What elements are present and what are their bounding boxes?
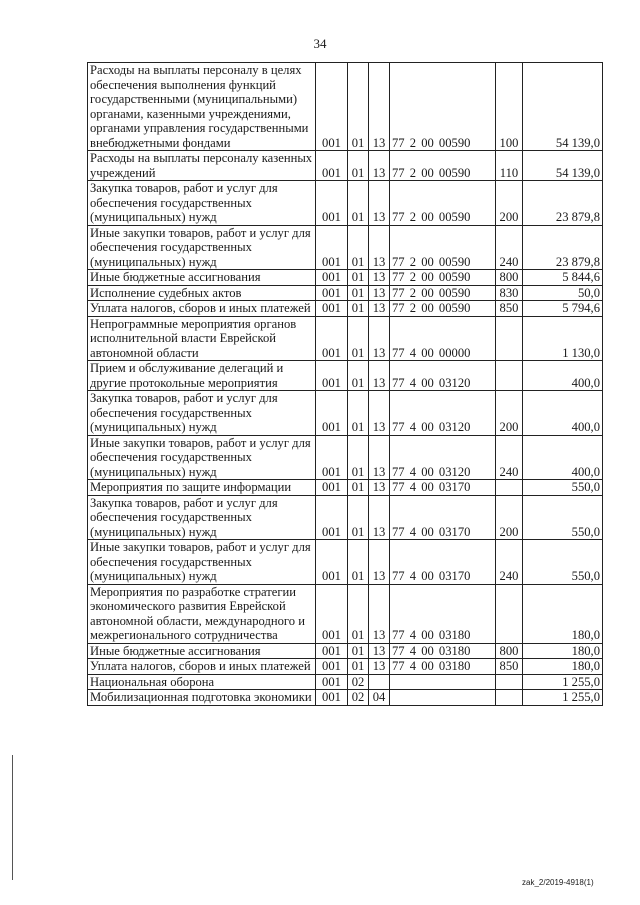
row-section-code: 01 <box>348 63 369 151</box>
row-name: Расходы на выплаты персоналу в целях обеспечения выполнения функций государственными (муниципальными) органами, казенными учреждениями, органами управления государственными внебюджетными фондами <box>88 63 316 151</box>
row-target-article-code: 77 4 00 03120 <box>390 391 496 436</box>
row-subsection-code: 13 <box>369 63 390 151</box>
table-row <box>88 435 603 480</box>
row-name: Иные закупки товаров, работ и услуг для обеспечения государственных (муниципальных) нужд <box>88 225 316 270</box>
row-sum: 400,0 <box>523 391 603 436</box>
row-target-article-code: 77 4 00 03170 <box>390 480 496 496</box>
row-expense-type-code: 240 <box>496 225 523 270</box>
row-expense-type-code: 240 <box>496 540 523 585</box>
table-row <box>88 659 603 675</box>
row-subsection-code: 13 <box>369 301 390 317</box>
row-grbs-code: 001 <box>316 225 348 270</box>
row-section-code: 01 <box>348 391 369 436</box>
row-section-code: 01 <box>348 301 369 317</box>
row-section-code: 01 <box>348 435 369 480</box>
row-grbs-code: 001 <box>316 285 348 301</box>
row-expense-type-code <box>496 316 523 361</box>
row-grbs-code: 001 <box>316 435 348 480</box>
row-grbs-code: 001 <box>316 659 348 675</box>
budget-table <box>87 62 603 706</box>
table-row <box>88 285 603 301</box>
table-row <box>88 584 603 643</box>
row-grbs-code: 001 <box>316 643 348 659</box>
row-expense-type-code: 850 <box>496 301 523 317</box>
row-grbs-code: 001 <box>316 181 348 226</box>
row-section-code: 01 <box>348 540 369 585</box>
row-sum: 400,0 <box>523 435 603 480</box>
row-sum: 550,0 <box>523 540 603 585</box>
row-sum: 180,0 <box>523 584 603 643</box>
row-section-code: 02 <box>348 690 369 706</box>
row-target-article-code: 77 2 00 00590 <box>390 301 496 317</box>
row-expense-type-code: 200 <box>496 391 523 436</box>
row-subsection-code <box>369 674 390 690</box>
row-sum: 5 844,6 <box>523 270 603 286</box>
row-target-article-code: 77 4 00 03180 <box>390 643 496 659</box>
row-expense-type-code: 800 <box>496 643 523 659</box>
row-name: Закупка товаров, работ и услуг для обеспечения государственных (муниципальных) нужд <box>88 391 316 436</box>
row-subsection-code: 13 <box>369 659 390 675</box>
row-sum: 23 879,8 <box>523 181 603 226</box>
row-sum: 1 255,0 <box>523 690 603 706</box>
row-subsection-code: 13 <box>369 181 390 226</box>
table-row <box>88 63 603 151</box>
row-grbs-code: 001 <box>316 480 348 496</box>
row-target-article-code: 77 2 00 00590 <box>390 225 496 270</box>
table-row <box>88 480 603 496</box>
table-row <box>88 270 603 286</box>
row-grbs-code: 001 <box>316 151 348 181</box>
row-target-article-code: 77 2 00 00590 <box>390 151 496 181</box>
page-number: 34 <box>313 36 327 51</box>
row-subsection-code: 13 <box>369 270 390 286</box>
row-grbs-code: 001 <box>316 63 348 151</box>
row-grbs-code: 001 <box>316 674 348 690</box>
row-section-code: 01 <box>348 181 369 226</box>
row-expense-type-code <box>496 584 523 643</box>
row-sum: 1 255,0 <box>523 674 603 690</box>
row-sum: 400,0 <box>523 361 603 391</box>
row-section-code: 01 <box>348 480 369 496</box>
row-name: Непрограммные мероприятия органов исполнительной власти Еврейской автономной области <box>88 316 316 361</box>
row-expense-type-code: 800 <box>496 270 523 286</box>
table-row <box>88 690 603 706</box>
table-row <box>88 361 603 391</box>
row-target-article-code <box>390 674 496 690</box>
row-sum: 5 794,6 <box>523 301 603 317</box>
row-sum: 1 130,0 <box>523 316 603 361</box>
row-sum: 54 139,0 <box>523 151 603 181</box>
table-row <box>88 316 603 361</box>
row-name: Закупка товаров, работ и услуг для обеспечения государственных (муниципальных) нужд <box>88 495 316 540</box>
row-name: Прием и обслуживание делегаций и другие протокольные мероприятия <box>88 361 316 391</box>
row-grbs-code: 001 <box>316 361 348 391</box>
row-section-code: 01 <box>348 151 369 181</box>
row-subsection-code: 13 <box>369 285 390 301</box>
row-subsection-code: 13 <box>369 225 390 270</box>
row-subsection-code: 13 <box>369 435 390 480</box>
table-row <box>88 674 603 690</box>
row-expense-type-code: 830 <box>496 285 523 301</box>
row-target-article-code: 77 4 00 03170 <box>390 495 496 540</box>
row-name: Иные закупки товаров, работ и услуг для обеспечения государственных (муниципальных) нужд <box>88 435 316 480</box>
row-target-article-code: 77 4 00 03170 <box>390 540 496 585</box>
row-sum: 550,0 <box>523 495 603 540</box>
row-name: Расходы на выплаты персоналу казенных учреждений <box>88 151 316 181</box>
table-row <box>88 643 603 659</box>
row-sum: 180,0 <box>523 659 603 675</box>
row-grbs-code: 001 <box>316 391 348 436</box>
row-section-code: 01 <box>348 225 369 270</box>
row-section-code: 01 <box>348 316 369 361</box>
row-subsection-code: 13 <box>369 643 390 659</box>
row-name: Закупка товаров, работ и услуг для обеспечения государственных (муниципальных) нужд <box>88 181 316 226</box>
row-grbs-code: 001 <box>316 316 348 361</box>
row-name: Исполнение судебных актов <box>88 285 316 301</box>
row-sum: 180,0 <box>523 643 603 659</box>
row-target-article-code: 77 4 00 03120 <box>390 435 496 480</box>
row-subsection-code: 13 <box>369 540 390 585</box>
row-name: Иные закупки товаров, работ и услуг для обеспечения государственных (муниципальных) нужд <box>88 540 316 585</box>
row-expense-type-code: 200 <box>496 495 523 540</box>
row-target-article-code: 77 2 00 00590 <box>390 270 496 286</box>
row-expense-type-code: 240 <box>496 435 523 480</box>
row-expense-type-code: 100 <box>496 63 523 151</box>
row-expense-type-code <box>496 361 523 391</box>
row-subsection-code: 04 <box>369 690 390 706</box>
row-grbs-code: 001 <box>316 584 348 643</box>
row-name: Иные бюджетные ассигнования <box>88 270 316 286</box>
table-row <box>88 495 603 540</box>
row-name: Мобилизационная подготовка экономики <box>88 690 316 706</box>
row-grbs-code: 001 <box>316 495 348 540</box>
row-target-article-code <box>390 690 496 706</box>
row-grbs-code: 001 <box>316 270 348 286</box>
table-row <box>88 181 603 226</box>
table-row <box>88 540 603 585</box>
row-subsection-code: 13 <box>369 361 390 391</box>
row-section-code: 01 <box>348 495 369 540</box>
row-name: Уплата налогов, сборов и иных платежей <box>88 659 316 675</box>
row-expense-type-code: 850 <box>496 659 523 675</box>
row-section-code: 01 <box>348 285 369 301</box>
table-row <box>88 151 603 181</box>
row-expense-type-code <box>496 690 523 706</box>
margin-line <box>12 755 13 880</box>
row-target-article-code: 77 4 00 03180 <box>390 659 496 675</box>
row-target-article-code: 77 2 00 00590 <box>390 285 496 301</box>
row-name: Иные бюджетные ассигнования <box>88 643 316 659</box>
row-name: Мероприятия по защите информации <box>88 480 316 496</box>
table-row <box>88 301 603 317</box>
row-target-article-code: 77 4 00 00000 <box>390 316 496 361</box>
row-subsection-code: 13 <box>369 391 390 436</box>
row-subsection-code: 13 <box>369 316 390 361</box>
row-sum: 50,0 <box>523 285 603 301</box>
row-section-code: 01 <box>348 659 369 675</box>
row-name: Мероприятия по разработке стратегии экономического развития Еврейской автономной области, международного и межрегионального сотрудничества <box>88 584 316 643</box>
row-grbs-code: 001 <box>316 301 348 317</box>
table-row <box>88 225 603 270</box>
row-grbs-code: 001 <box>316 540 348 585</box>
row-subsection-code: 13 <box>369 151 390 181</box>
row-subsection-code: 13 <box>369 480 390 496</box>
row-subsection-code: 13 <box>369 584 390 643</box>
row-section-code: 01 <box>348 584 369 643</box>
row-name: Уплата налогов, сборов и иных платежей <box>88 301 316 317</box>
footer-code: zak_2/2019-4918(1) <box>522 878 594 887</box>
row-subsection-code: 13 <box>369 495 390 540</box>
row-section-code: 01 <box>348 270 369 286</box>
row-grbs-code: 001 <box>316 690 348 706</box>
row-name: Национальная оборона <box>88 674 316 690</box>
row-sum: 23 879,8 <box>523 225 603 270</box>
row-section-code: 01 <box>348 361 369 391</box>
row-target-article-code: 77 4 00 03180 <box>390 584 496 643</box>
row-sum: 550,0 <box>523 480 603 496</box>
row-sum: 54 139,0 <box>523 63 603 151</box>
row-expense-type-code <box>496 480 523 496</box>
row-section-code: 01 <box>348 643 369 659</box>
table-row <box>88 391 603 436</box>
row-expense-type-code <box>496 674 523 690</box>
row-target-article-code: 77 4 00 03120 <box>390 361 496 391</box>
budget-table-body <box>88 63 603 706</box>
row-expense-type-code: 200 <box>496 181 523 226</box>
row-target-article-code: 77 2 00 00590 <box>390 181 496 226</box>
row-section-code: 02 <box>348 674 369 690</box>
row-target-article-code: 77 2 00 00590 <box>390 63 496 151</box>
row-expense-type-code: 110 <box>496 151 523 181</box>
